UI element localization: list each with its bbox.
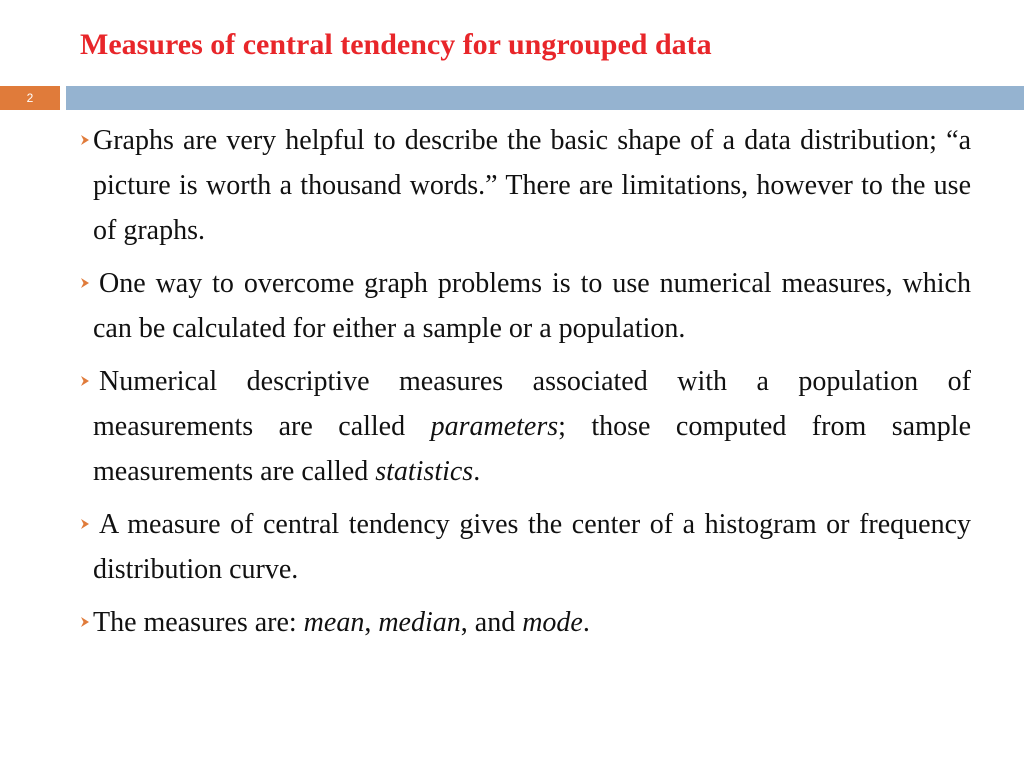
term-mode: mode — [522, 607, 583, 638]
bullet-text: One way to overcome graph problems is to use numerical measures, which can be calculated for either a sample or a population. — [93, 268, 971, 344]
term-mean: mean — [303, 607, 365, 638]
header-bar — [0, 86, 1024, 110]
bullet-text: . — [473, 456, 481, 487]
bullet-separator: , — [364, 607, 379, 638]
bullet-text: ; those computed from sample measurements are called — [93, 411, 971, 487]
bullet-text: A measure of central tendency gives the center of a histogram or frequency distribution curve. — [93, 509, 971, 585]
chevron-arrow-icon — [80, 277, 90, 289]
bullet-item — [80, 261, 971, 351]
slide-number: 2 — [0, 86, 60, 110]
bullet-item — [80, 118, 971, 253]
chevron-arrow-icon — [80, 375, 90, 387]
bullet-item — [80, 600, 971, 645]
bullet-text: Graphs are very helpful to describe the basic shape of a data distribution; “a picture is worth a thousand words.” There are limitations, however to the use of graphs. — [93, 125, 971, 246]
bullet-text: . — [582, 607, 590, 638]
term-statistics: statistics — [375, 456, 474, 487]
term-median: median — [378, 607, 461, 638]
chevron-arrow-icon — [80, 616, 90, 628]
chevron-arrow-icon — [80, 518, 90, 530]
slide-title: Measures of central tendency for ungrouped data — [80, 28, 712, 61]
bullet-text: The measures are: — [93, 607, 304, 638]
bullet-separator: , and — [460, 607, 523, 638]
bullet-list — [80, 118, 971, 653]
term-parameters: parameters — [430, 411, 559, 442]
bullet-item — [80, 359, 971, 494]
chevron-arrow-icon — [80, 134, 90, 146]
title-rule-bar — [66, 86, 1024, 110]
bullet-text: Numerical descriptive measures associated with a population of measurements are called — [93, 366, 971, 442]
bullet-item — [80, 502, 971, 592]
